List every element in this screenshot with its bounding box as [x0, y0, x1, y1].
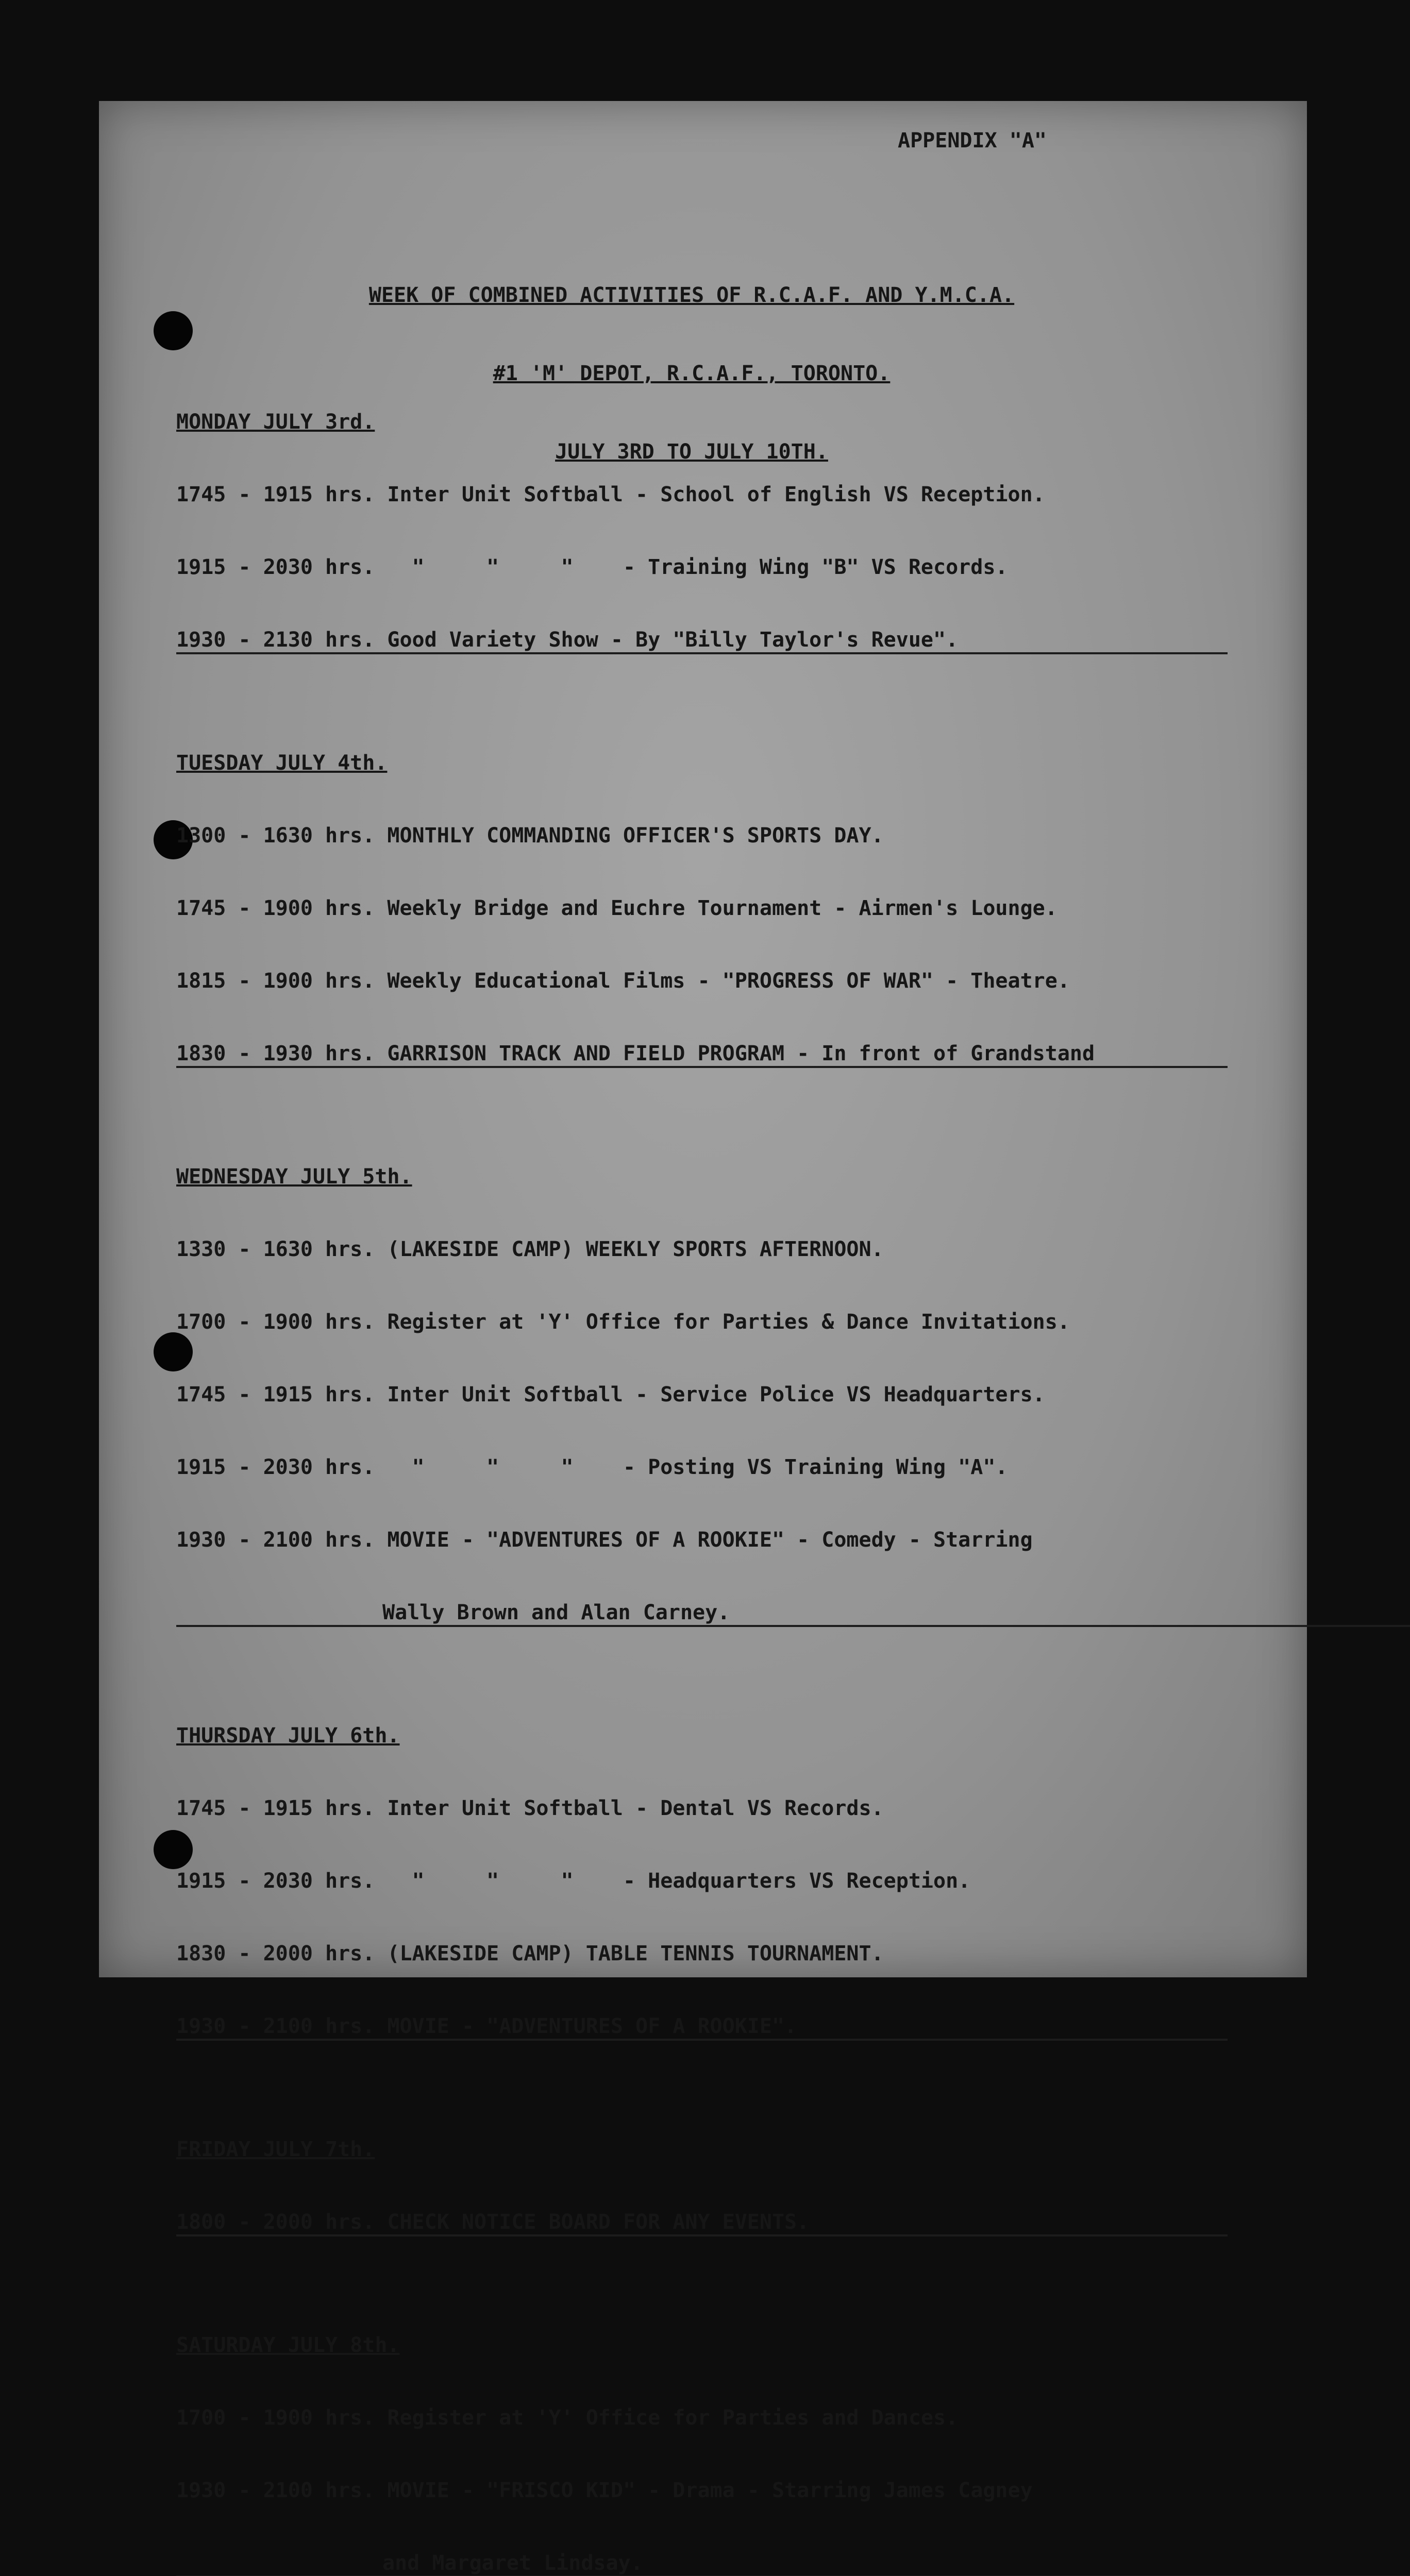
- day-heading-saturday: SATURDAY JULY 8th.: [176, 2333, 400, 2357]
- day-heading-thursday: THURSDAY JULY 6th.: [176, 1724, 400, 1748]
- schedule-entry: 1930 - 2100 hrs. MOVIE - "ADVENTURES OF A ROOKIE" - Comedy - Starring: [176, 1528, 1033, 1552]
- schedule-entry-continued: Wally Brown and Alan Carney.: [176, 1601, 1410, 1627]
- schedule-entry: 1745 - 1915 hrs. Inter Unit Softball - Service Police VS Headquarters.: [176, 1383, 1045, 1406]
- schedule-entry: 1700 - 1900 hrs. Register at 'Y' Office for Parties & Dance Invitations.: [176, 1310, 1070, 1334]
- schedule-entry: 1745 - 1915 hrs. Inter Unit Softball - Dental VS Records.: [176, 1797, 884, 1820]
- schedule-entry: 1930 - 2130 hrs. Good Variety Show - By "Billy Taylor's Revue".: [176, 628, 1228, 654]
- schedule-entry: 1330 - 1630 hrs. (LAKESIDE CAMP) WEEKLY SPORTS AFTERNOON.: [176, 1238, 884, 1261]
- schedule-entry: 1745 - 1915 hrs. Inter Unit Softball - School of English VS Reception.: [176, 483, 1045, 506]
- title-line: JULY 3RD TO JULY 10TH.: [555, 440, 828, 464]
- schedule-entry: 1745 - 1900 hrs. Weekly Bridge and Euchre Tournament - Airmen's Lounge.: [176, 896, 1058, 920]
- schedule-entry: 1915 - 2030 hrs. " " " - Posting VS Training Wing "A".: [176, 1455, 1008, 1479]
- schedule-entry: 1930 - 2100 hrs. MOVIE - "ADVENTURES OF A ROOKIE".: [176, 2014, 1228, 2041]
- schedule-entry: 1830 - 2000 hrs. (LAKESIDE CAMP) TABLE TENNIS TOURNAMENT.: [176, 1942, 884, 1965]
- schedule-entry: 1930 - 2100 hrs. MOVIE - "FRISCO KID" - Drama - Starring James Cagney: [176, 2479, 1033, 2502]
- schedule: [176, 337, 1300, 2576]
- schedule-entry: 1915 - 2030 hrs. " " " - Headquarters VS Reception.: [176, 1869, 971, 1893]
- day-heading-friday: FRIDAY JULY 7th.: [176, 2138, 375, 2161]
- schedule-entry-continued: and Margaret Lindsay.: [176, 2551, 1410, 2576]
- schedule-entry: 1830 - 1930 hrs. GARRISON TRACK AND FIELD PROGRAM - In front of Grandstand: [176, 1042, 1228, 1068]
- day-heading-tuesday: TUESDAY JULY 4th.: [176, 751, 388, 775]
- schedule-entry: 1700 - 1900 hrs. Register at 'Y' Office for Parties and Dances.: [176, 2406, 959, 2430]
- schedule-entry: 1915 - 2030 hrs. " " " - Training Wing "B" VS Records.: [176, 555, 1008, 579]
- schedule-entry: 1800 - 2000 hrs. CHECK NOTICE BOARD FOR ANY EVENTS.: [176, 2210, 1228, 2236]
- day-heading-monday: MONDAY JULY 3rd.: [176, 410, 375, 434]
- title-line: WEEK OF COMBINED ACTIVITIES OF R.C.A.F. AND Y.M.C.A.: [368, 283, 1015, 307]
- title-line: #1 'M' DEPOT, R.C.A.F., TORONTO.: [493, 362, 891, 385]
- appendix-label: APPENDIX "A": [898, 129, 1047, 152]
- schedule-entry: 1815 - 1900 hrs. Weekly Educational Films - "PROGRESS OF WAR" - Theatre.: [176, 969, 1070, 993]
- schedule-entry: 1300 - 1630 hrs. MONTHLY COMMANDING OFFICER'S SPORTS DAY.: [176, 824, 884, 848]
- day-heading-wednesday: WEDNESDAY JULY 5th.: [176, 1165, 412, 1189]
- typed-document: [176, 129, 1310, 2575]
